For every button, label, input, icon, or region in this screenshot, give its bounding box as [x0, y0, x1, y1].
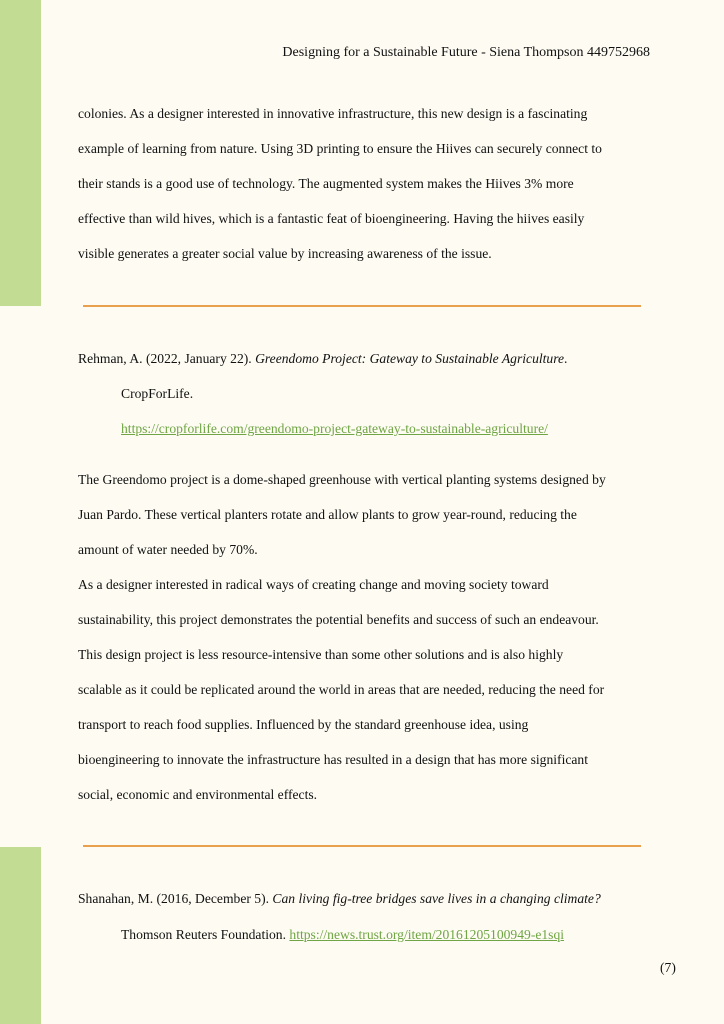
paragraph-line: This design project is less resource-intensive than some other solutions and is also highly — [78, 647, 564, 662]
reference-citation-shanahan — [78, 891, 601, 907]
paragraph-line: colonies. As a designer interested in innovative infrastructure, this new design is a fascinating — [78, 106, 588, 121]
paragraph-greendomo — [78, 462, 648, 812]
reference-publisher: CropForLife. — [121, 386, 194, 401]
reference-link-container — [121, 421, 548, 437]
paragraph-line: visible generates a greater social value by increasing awareness of the issue. — [78, 246, 492, 261]
reference-link-cropforlife[interactable]: https://cropforlife.com/greendomo-project-gateway-to-sustainable-agriculture/ — [121, 421, 548, 436]
paragraph-line: The Greendomo project is a dome-shaped greenhouse with vertical planting systems designed by — [78, 472, 606, 487]
decorative-sidebar-bottom — [0, 847, 41, 1024]
paragraph-line: scalable as it could be replicated around the world in areas that are needed, reducing the need for — [78, 682, 605, 697]
section-divider — [83, 305, 641, 307]
paragraph-line: their stands is a good use of technology. The augmented system makes the Hiives 3% more — [78, 176, 574, 191]
paragraph-line: amount of water needed by 70%. — [78, 542, 258, 557]
reference-publisher-line — [121, 927, 564, 943]
reference-publisher: Thomson Reuters Foundation. — [121, 927, 290, 942]
reference-link-trust[interactable]: https://news.trust.org/item/20161205100949-e1sqi — [289, 927, 565, 942]
paragraph-hiives — [78, 96, 648, 271]
paragraph-line: social, economic and environmental effects. — [78, 787, 318, 802]
reference-title-end: . — [564, 351, 568, 366]
paragraph-line: example of learning from nature. Using 3D printing to ensure the Hiives can securely connect to — [78, 141, 602, 156]
paragraph-line: transport to reach food supplies. Influenced by the standard greenhouse idea, using — [78, 717, 529, 732]
reference-author-date: Shanahan, M. (2016, December 5). — [78, 891, 273, 906]
page-header: Designing for a Sustainable Future - Siena Thompson 449752968 — [282, 45, 650, 60]
page-number: (7) — [660, 960, 676, 975]
reference-title: Greendomo Project: Gateway to Sustainable Agriculture — [255, 351, 565, 366]
paragraph-line: As a designer interested in radical ways of creating change and moving society toward — [78, 577, 549, 592]
reference-author-date: Rehman, A. (2022, January 22). — [78, 351, 256, 366]
section-divider — [83, 845, 641, 847]
paragraph-line: effective than wild hives, which is a fantastic feat of bioengineering. Having the hiives easily — [78, 211, 585, 226]
paragraph-line: Juan Pardo. These vertical planters rotate and allow plants to grow year-round, reducing the — [78, 507, 577, 522]
reference-title: Can living fig-tree bridges save lives in a changing climate? — [272, 891, 601, 906]
paragraph-line: sustainability, this project demonstrates the potential benefits and success of such an endeavour. — [78, 612, 599, 627]
decorative-sidebar-top — [0, 0, 41, 306]
paragraph-line: bioengineering to innovate the infrastructure has resulted in a design that has more significant — [78, 752, 588, 767]
reference-citation-rehman — [78, 351, 567, 367]
